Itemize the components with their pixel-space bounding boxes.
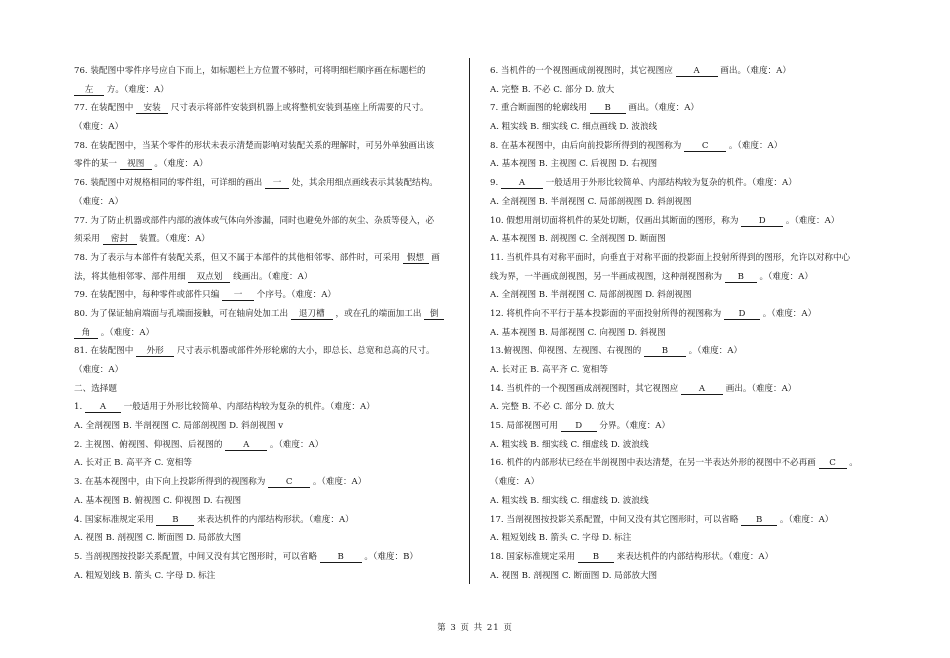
text-segment: 10. 假想用剖切面将机件的某处切断，仅画出其断面的图形，称为: [490, 215, 742, 226]
text-segment: A. 全剖视图 B. 半剖视图 C. 局部剖视图 D. 斜剖视图: [490, 196, 692, 207]
answer-blank: 假想: [403, 253, 429, 264]
text-line: [490, 454, 888, 473]
text-segment: 须采用: [74, 234, 103, 245]
text-segment: 二、选择题: [74, 383, 117, 394]
answer-blank: 倒: [424, 309, 444, 320]
text-segment: 8. 在基本视图中，由后向前投影所得到的视图称为: [490, 140, 685, 151]
text-segment: 。: [846, 458, 858, 469]
answer-blank: B: [320, 552, 362, 563]
answer-blank: D: [741, 216, 783, 227]
text-line: [74, 361, 456, 380]
text-line: [490, 137, 888, 156]
text-segment: A. 基本视图 B. 剖视图 C. 全剖视图 D. 断面图: [490, 234, 666, 245]
text-segment: 78. 为了表示与本部件有装配关系，但又不属于本部件的其他相邻零、部件时，可采用: [74, 252, 403, 263]
text-segment: 画出。（难度：A）: [723, 383, 797, 394]
text-segment: A. 长对正 B. 高平齐 C. 宽相等: [74, 458, 192, 469]
text-segment: 76. 装配图中零件序号应自下而上，如标题栏上方位置不够时，可将明细栏顺序画在标题栏的: [74, 66, 426, 76]
text-line: [74, 118, 456, 137]
text-line: [74, 81, 456, 100]
text-line: [490, 193, 888, 212]
text-line: [74, 398, 456, 417]
text-segment: 17. 当剖视图按投影关系配置，中间又没有其它图形时，可以省略: [490, 514, 742, 525]
text-segment: 4. 国家标准规定采用: [74, 514, 157, 525]
text-segment: A. 完整 B. 不必 C. 部分 D. 放大: [490, 402, 615, 413]
answer-blank: 视图: [120, 159, 152, 170]
text-line: [74, 454, 456, 473]
text-line: [74, 342, 456, 361]
text-segment: 81. 在装配图中: [74, 346, 137, 357]
text-segment: 79. 在装配图中，每种零件或部件只编: [74, 290, 223, 301]
text-segment: 11. 当机件具有对称平面时，向垂直于对称平面的投影面上投射所得到的图形，允许以对称中心: [490, 252, 851, 263]
text-segment: 18. 国家标准规定采用: [490, 551, 578, 562]
text-line: [490, 62, 888, 81]
text-segment: （难度：A）: [74, 122, 124, 133]
text-segment: 。（难度：A）: [756, 271, 813, 282]
text-segment: 法，将其他相邻零、部件用细: [74, 271, 189, 282]
text-segment: A. 基本视图 B. 局部视图 C. 向视图 D. 斜视图: [490, 327, 666, 338]
right-column: [490, 62, 888, 585]
text-line: [490, 286, 888, 305]
text-line: [74, 212, 456, 231]
answer-blank: B: [578, 552, 614, 563]
text-line: [490, 249, 888, 268]
text-line: [74, 567, 456, 586]
answer-blank: A: [85, 402, 121, 413]
text-segment: 。（难度：B）: [361, 551, 419, 562]
text-line: [490, 417, 888, 436]
text-segment: 个序号。（难度：A）: [254, 290, 337, 301]
text-segment: 。（难度：A）: [777, 514, 834, 525]
text-segment: 来表达机件的内部结构形状。（难度：A）: [194, 514, 354, 525]
answer-blank: 角: [74, 328, 98, 339]
text-segment: 线为界，一半画成剖视图，另一半画成视图，这种剖视图称为: [490, 271, 725, 282]
text-segment: A. 完整 B. 不必 C. 部分 D. 放大: [490, 84, 615, 95]
text-segment: 2. 主视图、俯视图、仰视图、后视图的: [74, 439, 226, 450]
text-line: [490, 118, 888, 137]
text-segment: A. 全剖视图 B. 半剖视图 C. 局部剖视图 D. 斜剖视图 v: [74, 421, 284, 432]
text-segment: 一般适用于外形比较简单、内部结构较为复杂的机件。（难度：A）: [120, 402, 375, 413]
text-line: [74, 286, 456, 305]
answer-blank: 退刀槽: [291, 309, 333, 320]
text-segment: 3. 在基本视图中，由下向上投影所得到的视图称为: [74, 477, 269, 488]
text-line: [74, 492, 456, 511]
answer-blank: C: [819, 458, 847, 469]
text-segment: 13.俯视图、仰视图、左视图、右视图的: [490, 346, 644, 357]
text-line: [74, 511, 456, 530]
text-line: [74, 62, 456, 81]
text-segment: 。（难度：A）: [726, 140, 783, 151]
answer-blank: A: [681, 384, 723, 395]
text-segment: 78. 在装配图中，当某个零件的形状未表示清楚而影响对装配关系的理解时，可另外单独画出该: [74, 140, 435, 151]
text-segment: 76. 装配图中对规格相同的零件组，可详细的画出: [74, 178, 266, 189]
answer-blank: B: [590, 103, 626, 114]
text-segment: （难度：A）: [74, 196, 124, 207]
answer-blank: B: [741, 515, 777, 526]
text-segment: A. 粗短划线 B. 箭头 C. 字母 D. 标注: [74, 570, 216, 581]
text-segment: 6. 当机件的一个视图画成剖视图时，其它视图应: [490, 66, 676, 76]
text-line: [490, 380, 888, 399]
text-segment: A. 长对正 B. 高平齐 C. 宽相等: [490, 365, 608, 375]
text-line: [490, 511, 888, 530]
text-segment: A. 粗实线 B. 细实线 C. 细点画线 D. 波浪线: [490, 122, 658, 133]
answer-blank: C: [684, 141, 726, 152]
answer-blank: 一: [222, 290, 254, 301]
text-segment: 80. 为了保证轴肩端面与孔端面接触，可在轴肩处加工出: [74, 308, 291, 319]
answer-blank: D: [561, 421, 597, 432]
text-segment: 。（难度：A）: [759, 308, 817, 319]
text-segment: 画: [428, 252, 440, 263]
text-line: [74, 249, 456, 268]
text-segment: 。（难度：A）: [98, 327, 155, 338]
text-line: [490, 436, 888, 455]
answer-blank: A: [501, 178, 543, 189]
text-line: [490, 361, 888, 380]
text-segment: 来表达机件的内部结构形状。（难度：A）: [613, 551, 774, 562]
text-line: [490, 398, 888, 417]
text-line: [490, 174, 888, 193]
text-segment: 方。（难度：A）: [104, 84, 169, 95]
text-line: [490, 492, 888, 511]
text-line: [74, 436, 456, 455]
text-segment: 。（难度：A）: [685, 346, 743, 357]
text-line: [74, 324, 456, 343]
text-segment: 尺寸表示将部件安装到机器上或将整机安装到基座上所需要的尺寸。: [168, 103, 429, 114]
text-segment: 7. 重合断面图的轮廓线用: [490, 103, 590, 114]
text-segment: 画出。（难度：A）: [717, 66, 791, 76]
page-footer: 第 3 页 共 21 页: [437, 623, 513, 633]
text-segment: 。（难度：A）: [310, 477, 367, 488]
text-segment: ，或在孔的端面加工出: [332, 308, 425, 319]
text-segment: 尺寸表示机器或部件外形轮廓的大小，即总长、总宽和总高的尺寸。: [174, 346, 435, 357]
text-line: [74, 193, 456, 212]
text-segment: 77. 在装配图中: [74, 103, 137, 114]
text-segment: 。（难度：A）: [151, 159, 208, 170]
text-line: [490, 567, 888, 586]
text-segment: 12. 将机件向不平行于基本投影面的平面投射所得的视图称为: [490, 308, 724, 319]
answer-blank: D: [724, 309, 760, 320]
answer-blank: 密封: [103, 234, 137, 245]
text-line: [74, 380, 456, 399]
text-segment: 15. 局部视图可用: [490, 421, 561, 432]
text-segment: A. 粗实线 B. 细实线 C. 细虚线 D. 波浪线: [490, 439, 649, 450]
answer-blank: C: [268, 477, 310, 488]
text-segment: 装置。（难度：A）: [136, 234, 210, 245]
text-segment: 分界。（难度：A）: [596, 421, 671, 432]
text-line: [74, 174, 456, 193]
text-line: [74, 137, 456, 156]
answer-blank: B: [725, 272, 757, 283]
answer-blank: 安装: [136, 103, 168, 114]
text-line: [490, 212, 888, 231]
text-line: [490, 529, 888, 548]
answer-blank: 外形: [136, 346, 174, 357]
text-line: [490, 230, 888, 249]
text-line: [490, 81, 888, 100]
text-segment: （难度：A）: [490, 477, 540, 488]
text-line: [490, 342, 888, 361]
text-line: [74, 99, 456, 118]
text-line: [490, 548, 888, 567]
text-line: [490, 99, 888, 118]
text-segment: 。（难度：A）: [267, 439, 324, 450]
text-line: [490, 324, 888, 343]
text-segment: A. 视图 B. 剖视图 C. 断面图 D. 局部放大图: [490, 570, 658, 581]
text-line: [490, 473, 888, 492]
text-segment: 1.: [74, 402, 85, 413]
answer-blank: 左: [74, 85, 104, 96]
left-column: [74, 62, 456, 585]
text-segment: A. 基本视图 B. 主视图 C. 后视图 D. 右视图: [490, 159, 658, 170]
text-line: [74, 417, 456, 436]
text-segment: A. 全剖视图 B. 半剖视图 C. 局部剖视图 D. 斜剖视图: [490, 290, 692, 301]
text-segment: 零件的某一: [74, 159, 120, 170]
text-segment: 处，其余用细点画线表示其装配结构。: [289, 178, 438, 189]
text-segment: 16. 机件的内部形状已经在半剖视图中表达清楚，在另一半表达外形的视图中不必再画: [490, 458, 819, 469]
text-segment: 14. 当机件的一个视图画成剖视图时，其它视图应: [490, 383, 682, 394]
text-line: [74, 529, 456, 548]
text-line: [74, 155, 456, 174]
answer-blank: 双点划: [188, 272, 230, 283]
text-segment: A. 基本视图 B. 俯视图 C. 仰视图 D. 右视图: [74, 495, 242, 506]
text-segment: 线画出。（难度：A）: [230, 271, 313, 282]
text-segment: A. 粗实线 B. 细实线 C. 细虚线 D. 波浪线: [490, 495, 649, 506]
text-line: [74, 305, 456, 324]
text-segment: 。（难度：A）: [783, 215, 840, 226]
text-segment: 77. 为了防止机器或部件内部的液体或气体向外渗漏，同时也避免外部的灰尘、杂质等侵入，必: [74, 215, 435, 226]
text-line: [74, 230, 456, 249]
text-line: [74, 548, 456, 567]
text-segment: 9.: [490, 178, 501, 189]
text-segment: 5. 当剖视图按投影关系配置，中间又没有其它图形时，可以省略: [74, 551, 320, 562]
text-line: [490, 305, 888, 324]
text-segment: A. 粗短划线 B. 箭头 C. 字母 D. 标注: [490, 533, 632, 544]
text-segment: （难度：A）: [74, 365, 124, 375]
answer-blank: B: [644, 346, 686, 357]
answer-blank: 一: [265, 178, 289, 189]
answer-blank: A: [676, 66, 718, 77]
text-line: [490, 155, 888, 174]
column-divider: [469, 58, 470, 584]
text-segment: A. 视图 B. 剖视图 C. 断面图 D. 局部放大图: [74, 533, 242, 544]
text-segment: 一般适用于外形比较简单、内部结构较为复杂的机件。（难度：A）: [542, 178, 797, 189]
answer-blank: B: [156, 515, 194, 526]
text-line: [74, 268, 456, 287]
text-line: [74, 473, 456, 492]
text-segment: 画出。（难度：A）: [625, 103, 699, 114]
answer-blank: A: [225, 440, 267, 451]
text-line: [490, 268, 888, 287]
